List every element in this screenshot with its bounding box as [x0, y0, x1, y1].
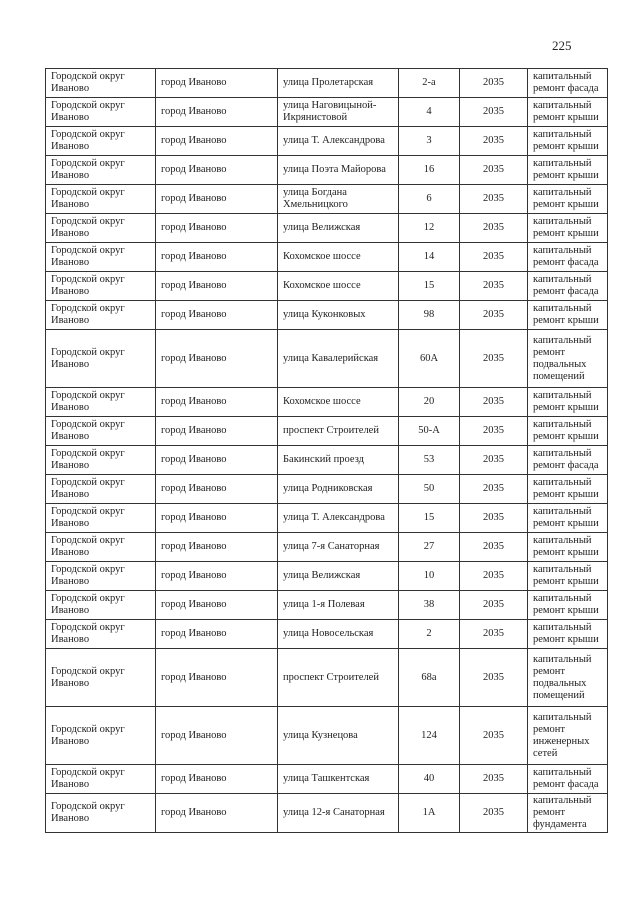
table-row [46, 533, 608, 562]
year-cell: 2035 [460, 185, 528, 214]
house-number-cell: 12 [399, 214, 460, 243]
street-cell: улица Т. Александрова [278, 127, 399, 156]
house-number-cell: 40 [399, 765, 460, 794]
work-type-cell: капитальный ремонт крыши [528, 533, 608, 562]
street-cell: улица Куконковых [278, 301, 399, 330]
house-number-cell: 50 [399, 475, 460, 504]
house-number-cell: 2-а [399, 69, 460, 98]
house-number-cell: 98 [399, 301, 460, 330]
year-cell: 2035 [460, 98, 528, 127]
table-row [46, 214, 608, 243]
year-cell: 2035 [460, 475, 528, 504]
table-row [46, 707, 608, 765]
settlement-cell: город Иваново [156, 185, 278, 214]
year-cell: 2035 [460, 272, 528, 301]
table-row [46, 475, 608, 504]
year-cell: 2035 [460, 243, 528, 272]
municipality-cell: Городской округ Иваново [46, 533, 156, 562]
municipality-cell: Городской округ Иваново [46, 504, 156, 533]
work-type-cell: капитальный ремонт подвальных помещений [528, 649, 608, 707]
year-cell: 2035 [460, 214, 528, 243]
table-row [46, 562, 608, 591]
year-cell: 2035 [460, 649, 528, 707]
municipality-cell: Городской округ Иваново [46, 417, 156, 446]
municipality-cell: Городской округ Иваново [46, 156, 156, 185]
year-cell: 2035 [460, 504, 528, 533]
street-cell: улица 12-я Санаторная [278, 794, 399, 833]
house-number-cell: 6 [399, 185, 460, 214]
table-row [46, 185, 608, 214]
work-type-cell: капитальный ремонт крыши [528, 301, 608, 330]
year-cell: 2035 [460, 446, 528, 475]
house-number-cell: 124 [399, 707, 460, 765]
settlement-cell: город Иваново [156, 243, 278, 272]
settlement-cell: город Иваново [156, 707, 278, 765]
settlement-cell: город Иваново [156, 533, 278, 562]
table-row [46, 127, 608, 156]
page-number: 225 [552, 38, 572, 53]
work-type-cell: капитальный ремонт подвальных помещений [528, 330, 608, 388]
year-cell: 2035 [460, 127, 528, 156]
work-type-cell: капитальный ремонт фасада [528, 272, 608, 301]
table-row [46, 765, 608, 794]
municipality-cell: Городской округ Иваново [46, 591, 156, 620]
municipality-cell: Городской округ Иваново [46, 272, 156, 301]
municipality-cell: Городской округ Иваново [46, 127, 156, 156]
street-cell: Кохомское шоссе [278, 243, 399, 272]
house-number-cell: 53 [399, 446, 460, 475]
house-number-cell: 2 [399, 620, 460, 649]
year-cell: 2035 [460, 707, 528, 765]
municipality-cell: Городской округ Иваново [46, 388, 156, 417]
house-number-cell: 27 [399, 533, 460, 562]
table-row [46, 417, 608, 446]
street-cell: улица Ташкентская [278, 765, 399, 794]
table-row [46, 794, 608, 833]
table-row [46, 156, 608, 185]
house-number-cell: 50-А [399, 417, 460, 446]
municipality-cell: Городской округ Иваново [46, 649, 156, 707]
work-type-cell: капитальный ремонт крыши [528, 388, 608, 417]
house-number-cell: 16 [399, 156, 460, 185]
street-cell: улица Родниковская [278, 475, 399, 504]
settlement-cell: город Иваново [156, 446, 278, 475]
work-type-cell: капитальный ремонт крыши [528, 620, 608, 649]
street-cell: Кохомское шоссе [278, 388, 399, 417]
settlement-cell: город Иваново [156, 127, 278, 156]
street-cell: улица Кузнецова [278, 707, 399, 765]
municipality-cell: Городской округ Иваново [46, 562, 156, 591]
settlement-cell: город Иваново [156, 794, 278, 833]
table-row [46, 272, 608, 301]
work-type-cell: капитальный ремонт крыши [528, 591, 608, 620]
table-row [46, 243, 608, 272]
year-cell: 2035 [460, 330, 528, 388]
settlement-cell: город Иваново [156, 591, 278, 620]
house-number-cell: 10 [399, 562, 460, 591]
street-cell: улица 7-я Санаторная [278, 533, 399, 562]
work-type-cell: капитальный ремонт крыши [528, 214, 608, 243]
work-type-cell: капитальный ремонт фасада [528, 69, 608, 98]
street-cell: улица Богдана Хмельницкого [278, 185, 399, 214]
work-type-cell: капитальный ремонт крыши [528, 417, 608, 446]
year-cell: 2035 [460, 794, 528, 833]
municipality-cell: Городской округ Иваново [46, 475, 156, 504]
street-cell: улица Велижская [278, 562, 399, 591]
table-body [46, 69, 608, 833]
house-number-cell: 3 [399, 127, 460, 156]
municipality-cell: Городской округ Иваново [46, 301, 156, 330]
work-type-cell: капитальный ремонт крыши [528, 562, 608, 591]
repair-schedule-table [45, 68, 608, 833]
table-row [46, 504, 608, 533]
street-cell: улица Наговицыной-Икрянистовой [278, 98, 399, 127]
settlement-cell: город Иваново [156, 301, 278, 330]
work-type-cell: капитальный ремонт крыши [528, 127, 608, 156]
table-row [46, 301, 608, 330]
year-cell: 2035 [460, 388, 528, 417]
settlement-cell: город Иваново [156, 272, 278, 301]
work-type-cell: капитальный ремонт фундамента [528, 794, 608, 833]
work-type-cell: капитальный ремонт фасада [528, 243, 608, 272]
municipality-cell: Городской округ Иваново [46, 446, 156, 475]
municipality-cell: Городской округ Иваново [46, 98, 156, 127]
house-number-cell: 60А [399, 330, 460, 388]
municipality-cell: Городской округ Иваново [46, 330, 156, 388]
municipality-cell: Городской округ Иваново [46, 69, 156, 98]
work-type-cell: капитальный ремонт фасада [528, 446, 608, 475]
table-row [46, 620, 608, 649]
settlement-cell: город Иваново [156, 475, 278, 504]
settlement-cell: город Иваново [156, 765, 278, 794]
settlement-cell: город Иваново [156, 98, 278, 127]
house-number-cell: 14 [399, 243, 460, 272]
year-cell: 2035 [460, 533, 528, 562]
street-cell: проспект Строителей [278, 417, 399, 446]
street-cell: Бакинский проезд [278, 446, 399, 475]
table-row [46, 388, 608, 417]
street-cell: улица Т. Александрова [278, 504, 399, 533]
work-type-cell: капитальный ремонт крыши [528, 156, 608, 185]
settlement-cell: город Иваново [156, 69, 278, 98]
work-type-cell: капитальный ремонт фасада [528, 765, 608, 794]
house-number-cell: 20 [399, 388, 460, 417]
house-number-cell: 38 [399, 591, 460, 620]
settlement-cell: город Иваново [156, 504, 278, 533]
year-cell: 2035 [460, 156, 528, 185]
house-number-cell: 15 [399, 272, 460, 301]
municipality-cell: Городской округ Иваново [46, 765, 156, 794]
work-type-cell: капитальный ремонт инженерных сетей [528, 707, 608, 765]
street-cell: улица Велижская [278, 214, 399, 243]
year-cell: 2035 [460, 562, 528, 591]
house-number-cell: 4 [399, 98, 460, 127]
year-cell: 2035 [460, 69, 528, 98]
house-number-cell: 15 [399, 504, 460, 533]
municipality-cell: Городской округ Иваново [46, 794, 156, 833]
table-row [46, 98, 608, 127]
municipality-cell: Городской округ Иваново [46, 243, 156, 272]
year-cell: 2035 [460, 620, 528, 649]
table-row [46, 330, 608, 388]
street-cell: улица Новосельская [278, 620, 399, 649]
street-cell: улица Кавалерийская [278, 330, 399, 388]
house-number-cell: 68а [399, 649, 460, 707]
settlement-cell: город Иваново [156, 388, 278, 417]
settlement-cell: город Иваново [156, 417, 278, 446]
street-cell: улица Пролетарская [278, 69, 399, 98]
work-type-cell: капитальный ремонт крыши [528, 475, 608, 504]
settlement-cell: город Иваново [156, 214, 278, 243]
work-type-cell: капитальный ремонт крыши [528, 185, 608, 214]
municipality-cell: Городской округ Иваново [46, 620, 156, 649]
municipality-cell: Городской округ Иваново [46, 185, 156, 214]
street-cell: улица Поэта Майорова [278, 156, 399, 185]
municipality-cell: Городской округ Иваново [46, 214, 156, 243]
year-cell: 2035 [460, 765, 528, 794]
settlement-cell: город Иваново [156, 156, 278, 185]
settlement-cell: город Иваново [156, 330, 278, 388]
street-cell: улица 1-я Полевая [278, 591, 399, 620]
house-number-cell: 1А [399, 794, 460, 833]
year-cell: 2035 [460, 591, 528, 620]
street-cell: Кохомское шоссе [278, 272, 399, 301]
table-row [46, 591, 608, 620]
street-cell: проспект Строителей [278, 649, 399, 707]
settlement-cell: город Иваново [156, 649, 278, 707]
work-type-cell: капитальный ремонт крыши [528, 504, 608, 533]
table-row [46, 446, 608, 475]
settlement-cell: город Иваново [156, 562, 278, 591]
table-row [46, 69, 608, 98]
year-cell: 2035 [460, 417, 528, 446]
table-row [46, 649, 608, 707]
work-type-cell: капитальный ремонт крыши [528, 98, 608, 127]
year-cell: 2035 [460, 301, 528, 330]
municipality-cell: Городской округ Иваново [46, 707, 156, 765]
settlement-cell: город Иваново [156, 620, 278, 649]
